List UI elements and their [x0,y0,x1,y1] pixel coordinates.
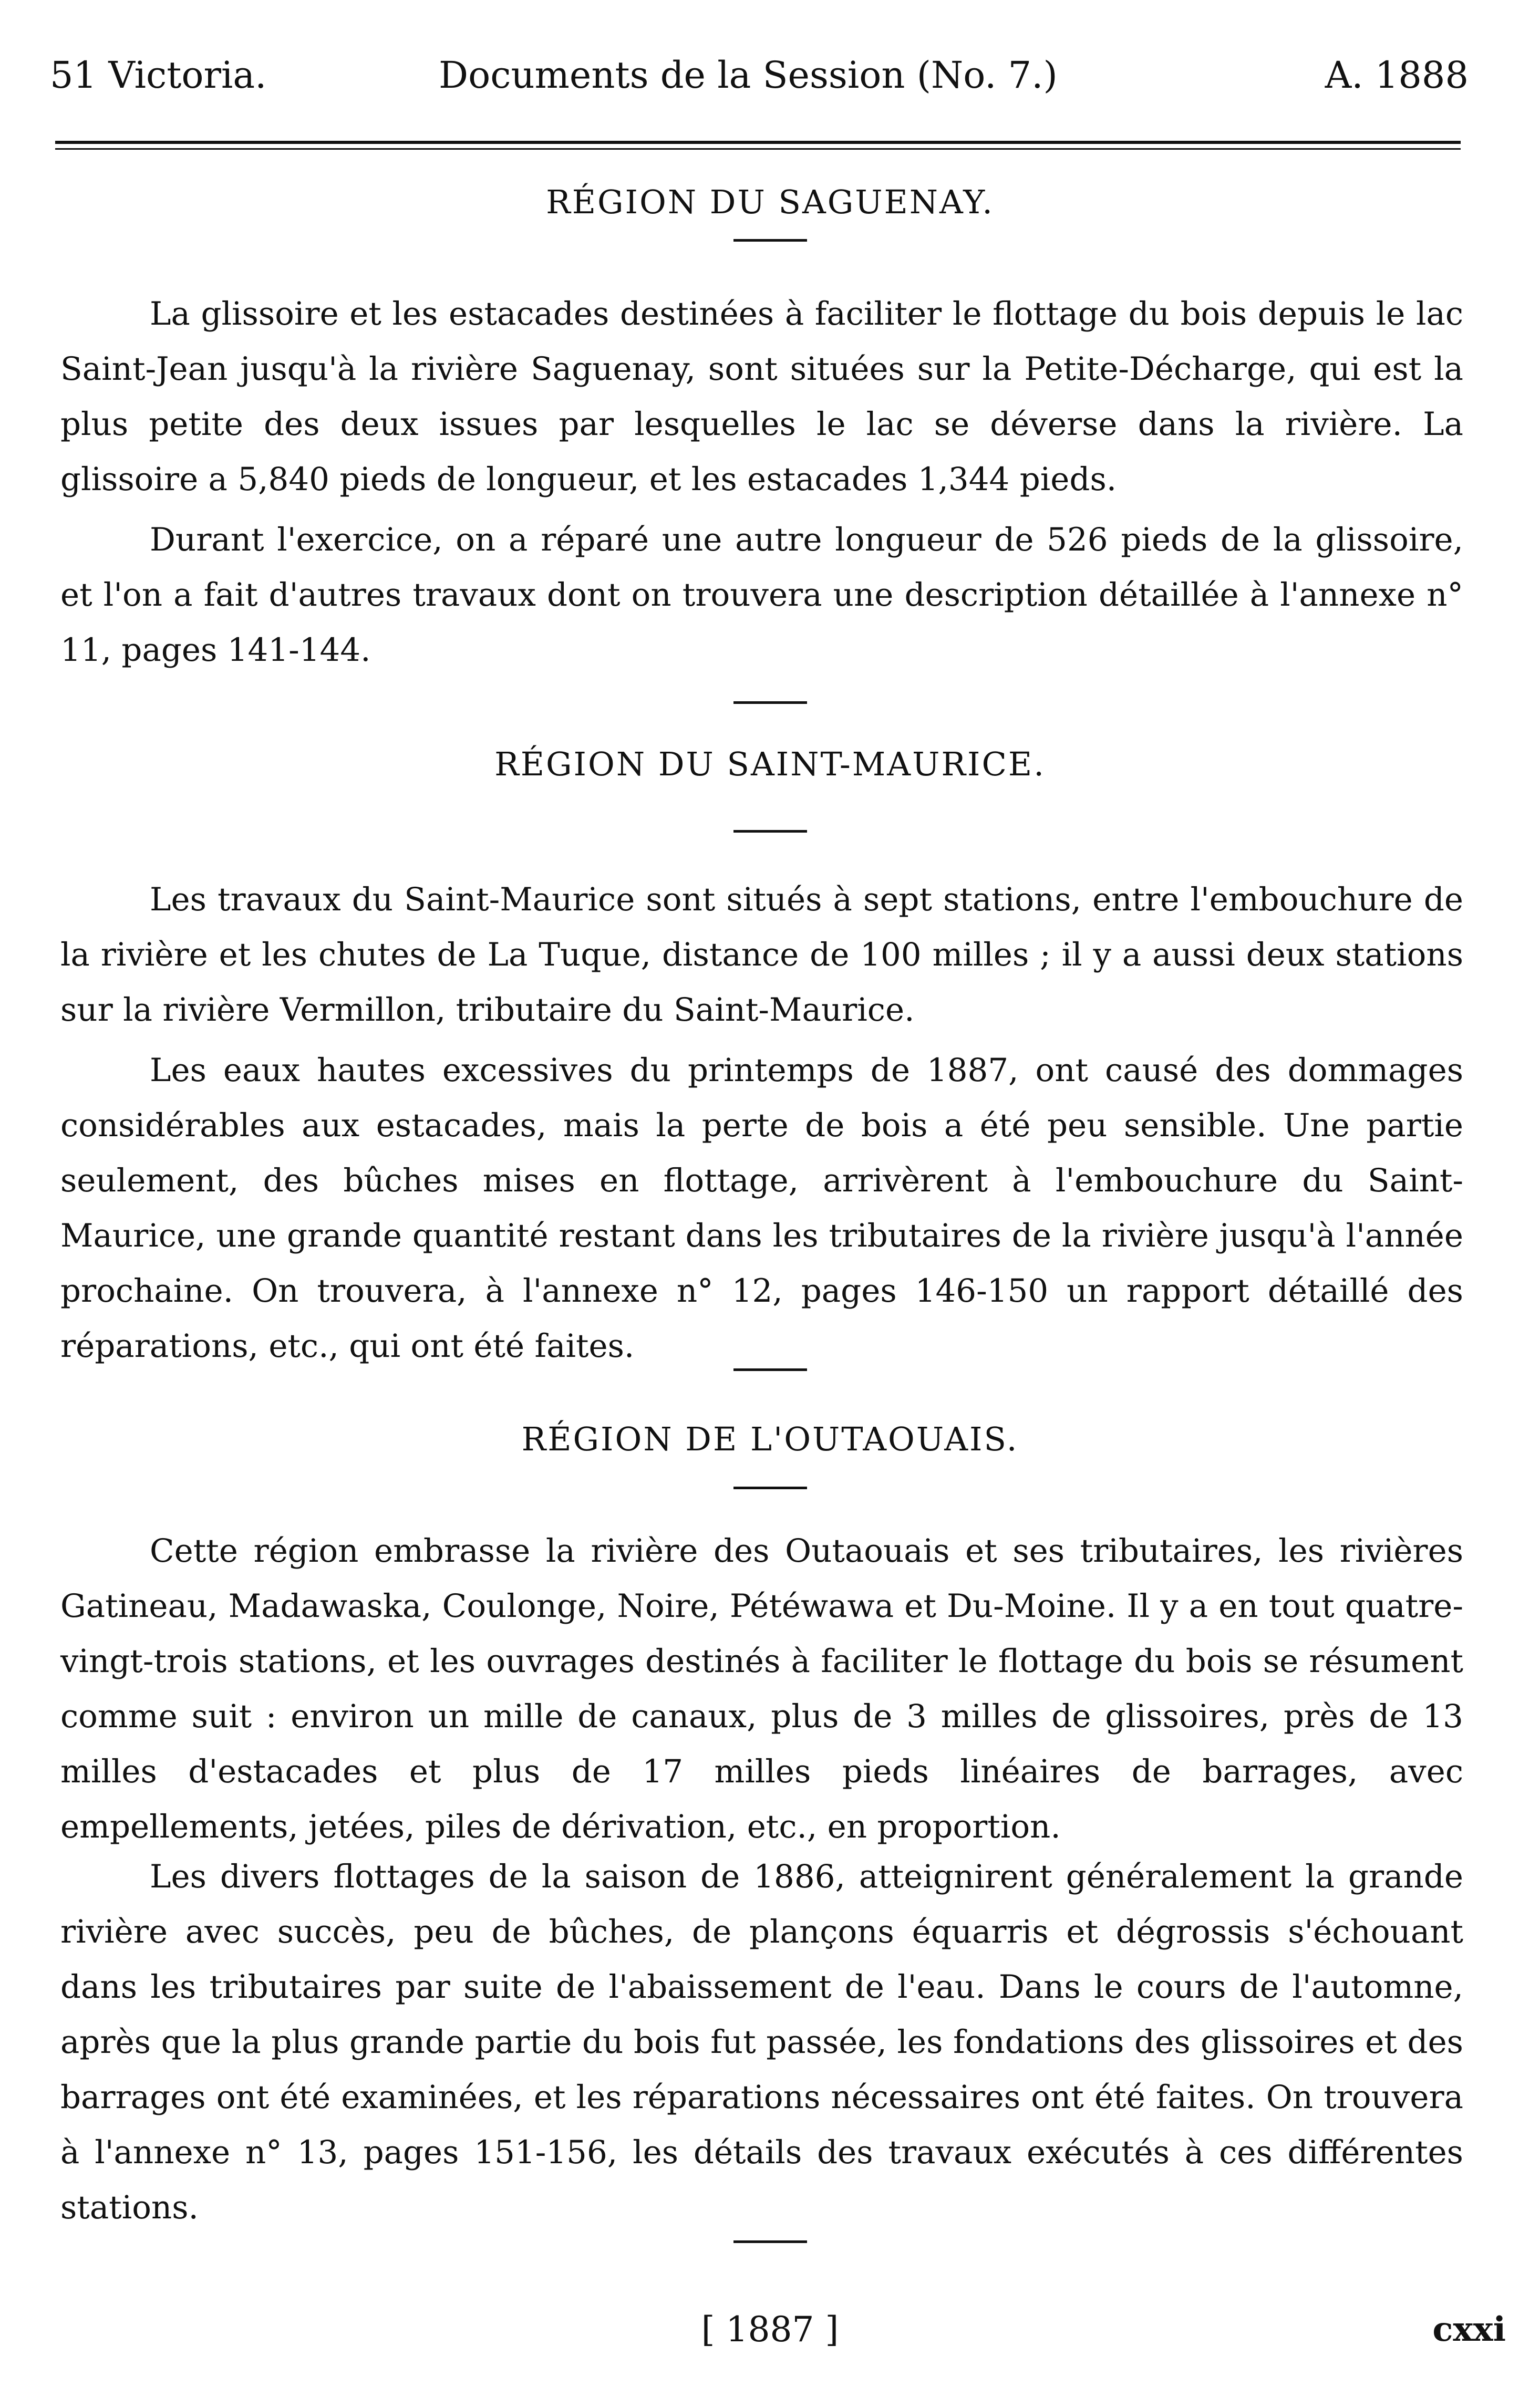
section-divider [733,1368,807,1371]
section-divider [733,2240,807,2243]
paragraph-outaouais-2: Les divers flottages de la saison de 1886, atteignirent généralement la grande rivière avec succès, peu de bûches, de plançons équarris et dégrossis s'échouant dans les tributaires par suite de l'abaissement de l'eau. Dans le cours de l'automne, après que la plus grande partie du bois fut passée, les fondations des glissoires et des barrages ont été examinées, et les réparations nécessaires ont été faites. On trouvera à l'annexe n° 13, pages 151-156, les détails des travaux exécutés à ces différentes stations. [60,1858,1463,2226]
section-divider [733,1487,807,1489]
paragraph-outaouais-1: Cette région embrasse la rivière des Outaouais et ses tributaires, les rivières Gatineau, Madawaska, Coulonge, Noire, Pétéwawa et Du-Moine. Il y a en tout quatre-vingt-trois stations, et les ouvrages destinés à faciliter le flottage du bois se résument comme suit : environ un mille de canaux, plus de 3 milles de glissoires, près de 13 milles d'estacades et plus de 17 milles pieds linéaires de barrages, avec empellements, jetées, piles de dérivation, etc., en proportion. [60,1532,1463,1845]
header-rule [55,141,1461,144]
section-divider [733,830,807,833]
section-divider [733,701,807,704]
paragraph-saguenay-1: La glissoire et les estacades destinées à faciliter le flottage du bois depuis le lac Saint-Jean jusqu'à la rivière Saguenay, sont situées sur la Petite-Décharge, qui est la plus petite des deux issues par lesquelles le lac se déverse dans la rivière. La glissoire a 5,840 pieds de longueur, et les estacades 1,344 pieds. [60,295,1463,498]
paragraph-saguenay-2: Durant l'exercice, on a réparé une autre longueur de 526 pieds de la glissoire, et l'on a fait d'autres travaux dont on trouvera une description détaillée à l'annexe n° 11, pages 141-144. [60,521,1463,669]
header-year: A. 1888 [1325,54,1469,97]
section-title-saguenay: RÉGION DU SAGUENAY. [546,183,994,221]
header-rule-thin [55,148,1461,150]
section-title-saint-maurice: RÉGION DU SAINT-MAURICE. [494,745,1046,783]
footer-year: [ 1887 ] [701,2309,839,2350]
running-header [50,51,1469,99]
header-title: Documents de la Session (No. 7.) [439,54,1058,97]
paragraph-saint-maurice-1: Les travaux du Saint-Maurice sont situés à sept stations, entre l'embouchure de la rivière et les chutes de La Tuque, distance de 100 milles ; il y a aussi deux stations sur la rivière Vermillon, tributaire du Saint-Maurice. [60,881,1463,1029]
section-title-outaouais: RÉGION DE L'OUTAOUAIS. [521,1420,1019,1458]
section-divider [733,239,807,242]
page-number: cxxi [1432,2310,1506,2349]
header-volume: 51 Victoria. [50,54,267,97]
paragraph-saint-maurice-2: Les eaux hautes excessives du printemps de 1887, ont causé des dommages considérables aux estacades, mais la perte de bois a été peu sensible. Une partie seulement, des bûches mises en flottage, arrivèrent à l'embouchure du Saint-Maurice, une grande quantité restant dans les tributaires de la rivière jusqu'à l'année prochaine. On trouvera, à l'annexe n° 12, pages 146-150 un rapport détaillé des réparations, etc., qui ont été faites. [60,1052,1463,1365]
